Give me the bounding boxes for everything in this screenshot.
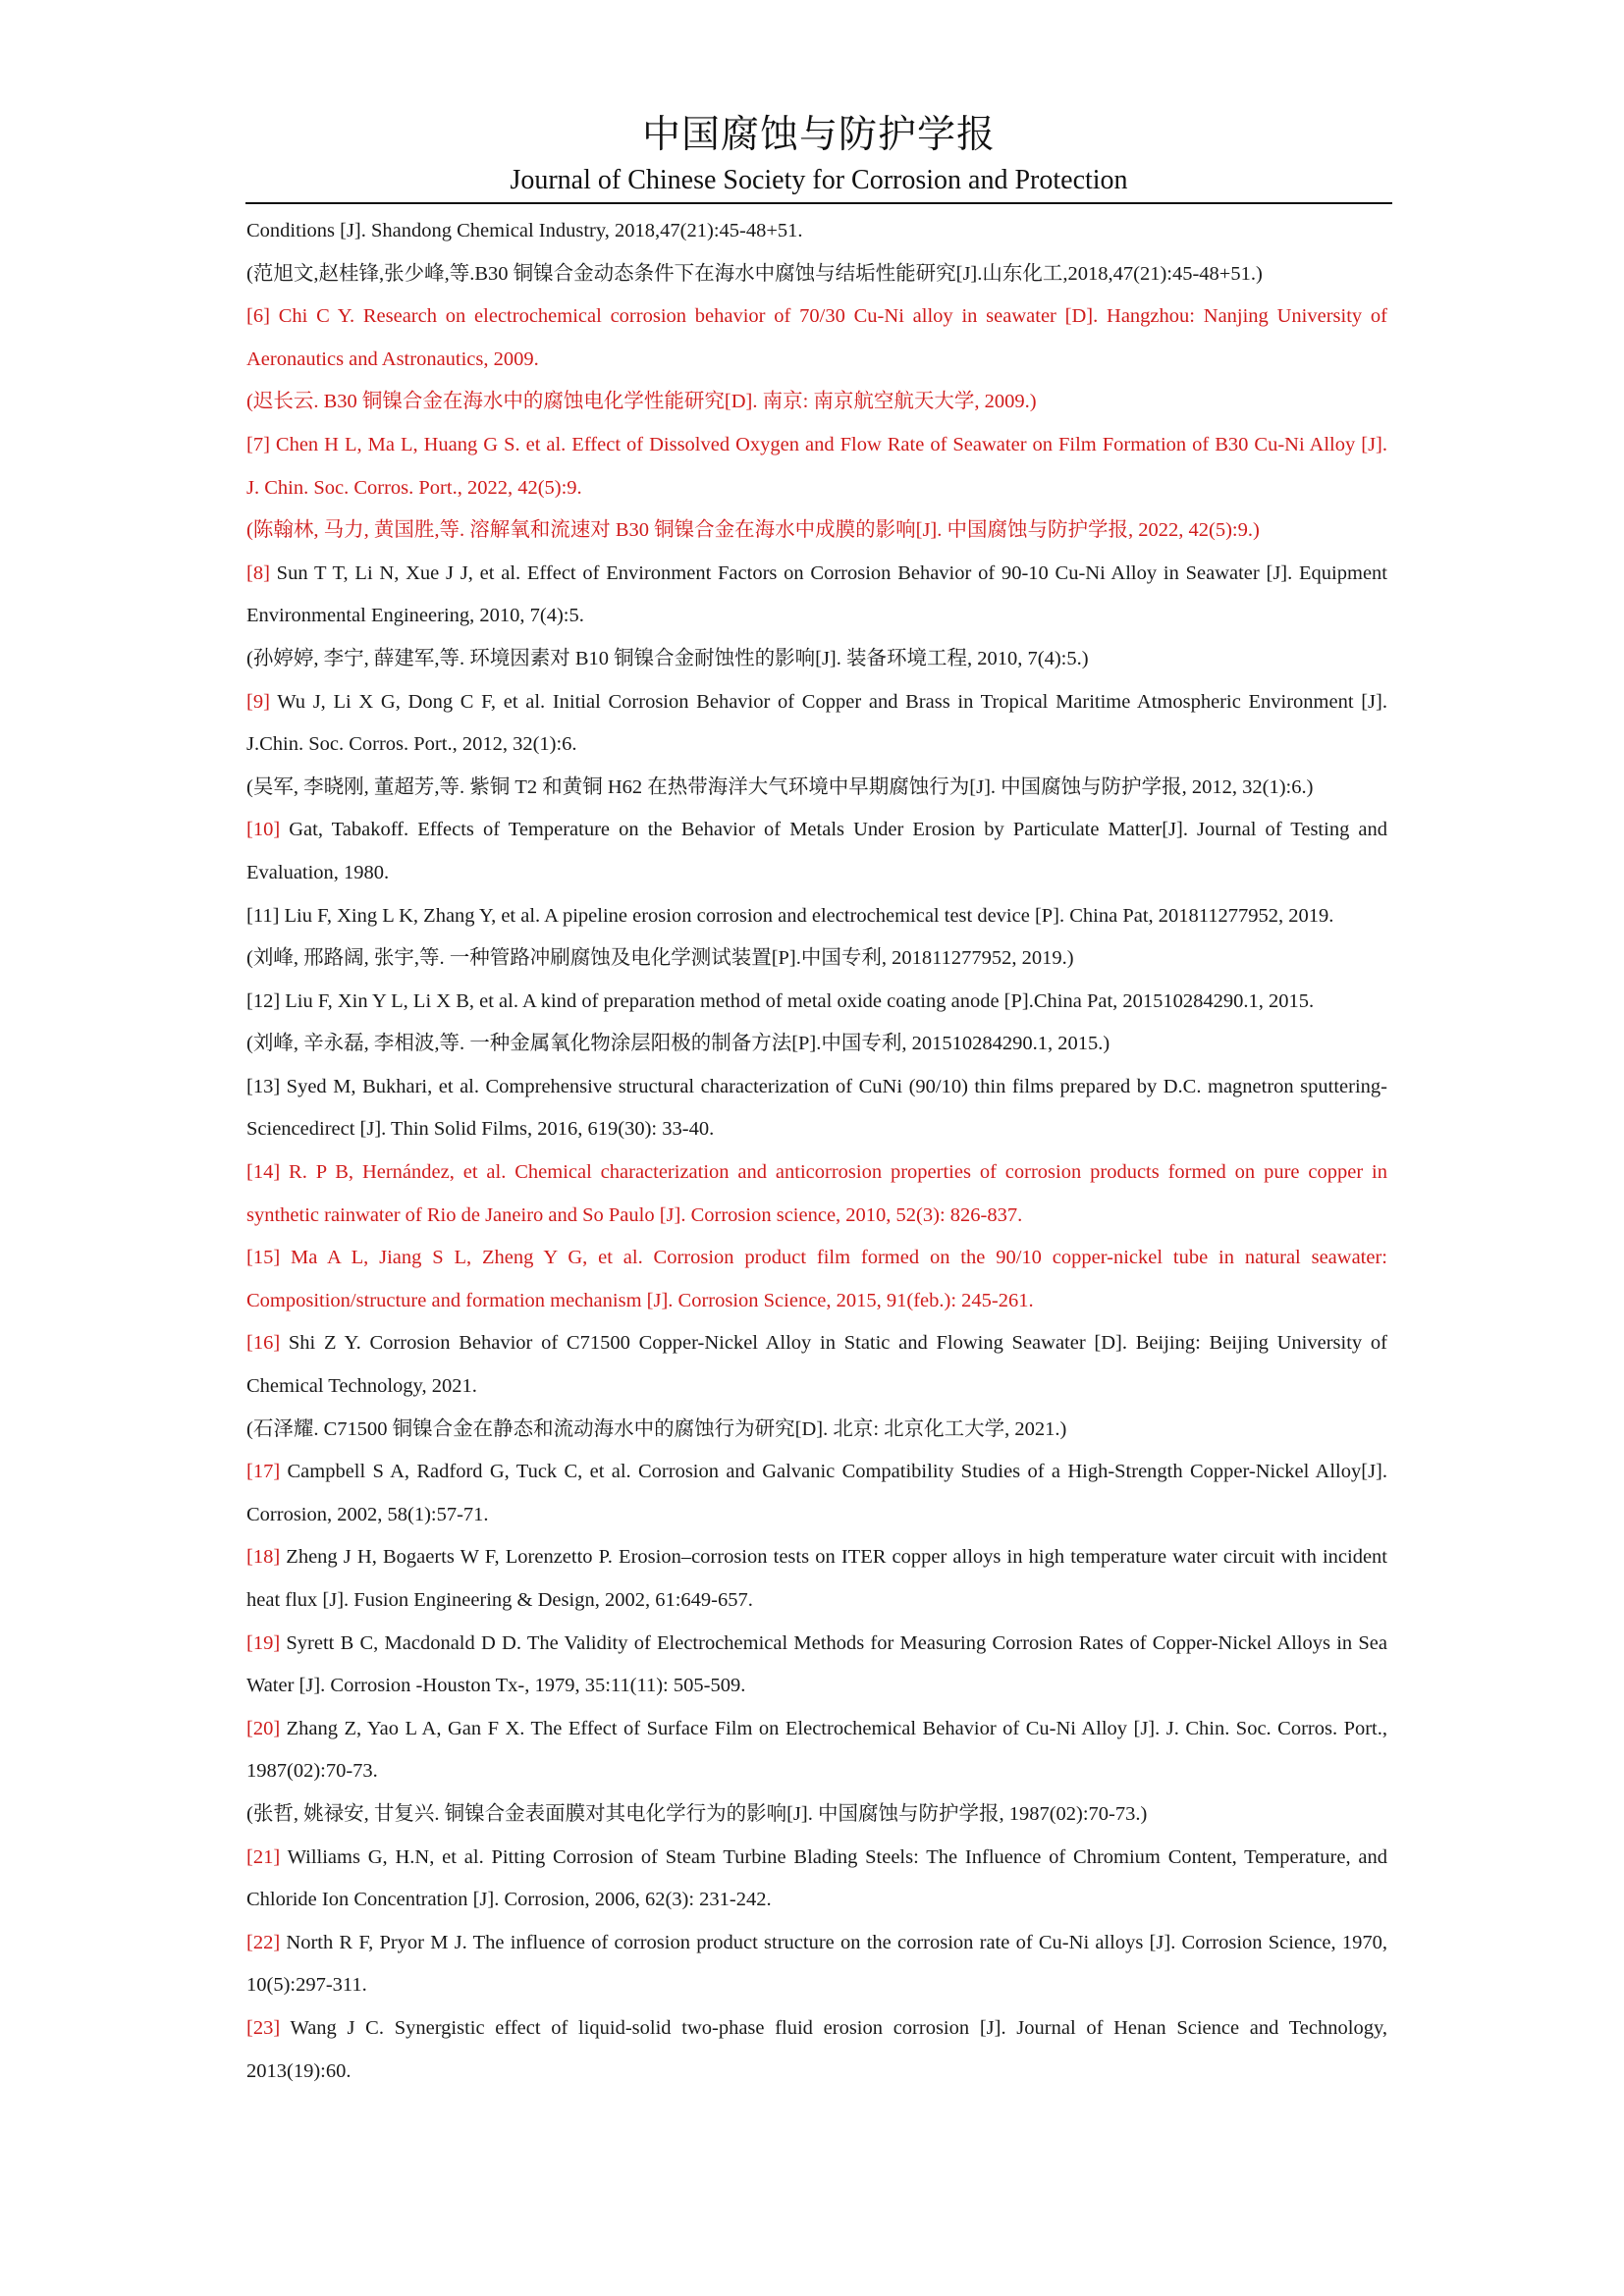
reference-line: [246, 1322, 1387, 1365]
reference-line: [246, 1536, 1387, 1579]
reference-line: [246, 809, 1387, 852]
reference-line: (迟长云. B30 铜镍合金在海水中的腐蚀电化学性能研究[D]. 南京: 南京航空航天大学, 2009.): [246, 391, 1037, 413]
reference-text: Campbell S A, Radford G, Tuck C, et al. Corrosion and Galvanic Compatibility Studies of a High-Strength Copper-Nickel Alloy[J].: [280, 1461, 1387, 1483]
reference-line: J. Chin. Soc. Corros. Port., 2022, 42(5):9.: [246, 476, 582, 499]
reference-line: Sciencedirect [J]. Thin Solid Films, 2016, 619(30): 33-40.: [246, 1118, 715, 1141]
reference-entry: [246, 2007, 1387, 2093]
reference-entry: [246, 1623, 1387, 1708]
reference-number: [9]: [246, 690, 270, 713]
reference-line: (石泽耀. C71500 铜镍合金在静态和流动海水中的腐蚀行为研究[D]. 北京: 北京化工大学, 2021.): [246, 1417, 1067, 1440]
reference-line: (吴军, 李晓刚, 董超芳,等. 紫铜 T2 和黄铜 H62 在热带海洋大气环境中早期腐蚀行为[J]. 中国腐蚀与防护学报, 2012, 32(1):6.): [246, 775, 1314, 798]
reference-entry: [246, 295, 1387, 424]
header-rule: [245, 202, 1392, 204]
reference-line: 10(5):297-311.: [246, 1974, 367, 1997]
reference-entry: [246, 895, 1387, 981]
reference-number: [19]: [246, 1631, 281, 1654]
reference-line: [6] Chi C Y. Research on electrochemical corrosion behavior of 70/30 Cu-Ni alloy in seawater [D]. Hangzhou: Nanjing University of: [246, 305, 1387, 328]
reference-line: 1987(02):70-73.: [246, 1760, 378, 1783]
reference-number: [17]: [246, 1461, 281, 1483]
reference-text: Sun T T, Li N, Xue J J, et al. Effect of Environment Factors on Corrosion Behavior of 90-10 Cu-Ni Alloy in Seawater [J]. Equipment: [269, 561, 1387, 584]
reference-text: Shi Z Y. Corrosion Behavior of C71500 Copper-Nickel Alloy in Static and Flowing Seawater [D]. Beijing: Beijing University of: [280, 1332, 1387, 1355]
reference-entry: [246, 1922, 1387, 2007]
reference-line: Conditions [J]. Shandong Chemical Industry, 2018,47(21):45-48+51.: [246, 220, 803, 241]
reference-line: [246, 1623, 1387, 1666]
reference-line: (陈翰林, 马力, 黄国胜,等. 溶解氧和流速对 B30 铜镍合金在海水中成膜的影响[J]. 中国腐蚀与防护学报, 2022, 42(5):9.): [246, 519, 1260, 542]
reference-line: Chemical Technology, 2021.: [246, 1375, 477, 1398]
reference-line: [246, 1837, 1387, 1880]
reference-line: [246, 1708, 1387, 1751]
reference-line: [7] Chen H L, Ma L, Huang G S. et al. Effect of Dissolved Oxygen and Flow Rate of Seawater on Film Formation of B30 Cu-Ni Alloy [J].: [246, 433, 1387, 455]
reference-entry: [246, 809, 1387, 894]
reference-line: (张哲, 姚禄安, 甘复兴. 铜镍合金表面膜对其电化学行为的影响[J]. 中国腐蚀与防护学报, 1987(02):70-73.): [246, 1802, 1148, 1825]
reference-line: Aeronautics and Astronautics, 2009.: [246, 347, 539, 370]
reference-number: [21]: [246, 1845, 281, 1868]
reference-text: Gat, Tabakoff. Effects of Temperature on the Behavior of Metals Under Erosion by Particulate Matter[J]. Journal of Testing and: [280, 819, 1387, 841]
reference-number: [22]: [246, 1931, 281, 1953]
reference-entry: [246, 1536, 1387, 1622]
reference-entry: [246, 1837, 1387, 1922]
reference-line: Composition/structure and formation mechanism [J]. Corrosion Science, 2015, 91(feb.): 245-261.: [246, 1289, 1034, 1311]
reference-entry: [246, 981, 1387, 1066]
reference-number: [10]: [246, 819, 281, 841]
reference-entry: [246, 1066, 1387, 1151]
reference-line: (刘峰, 邢路阔, 张宇,等. 一种管路冲刷腐蚀及电化学测试装置[P].中国专利, 201811277952, 2019.): [246, 947, 1074, 970]
reference-text: Zheng J H, Bogaerts W F, Lorenzetto P. Erosion–corrosion tests on ITER copper alloys in high temperature water circuit with incident: [280, 1546, 1387, 1569]
reference-text: Wang J C. Synergistic effect of liquid-solid two-phase fluid erosion corrosion [J]. Journal of Henan Science and Technology,: [280, 2016, 1387, 2039]
reference-line: [13] Syed M, Bukhari, et al. Comprehensive structural characterization of CuNi (90/10) thin films prepared by D.C. magnetron sputtering-: [246, 1075, 1387, 1097]
reference-line: synthetic rainwater of Rio de Janeiro and So Paulo [J]. Corrosion science, 2010, 52(3): 826-837.: [246, 1203, 1023, 1226]
reference-line: (刘峰, 辛永磊, 李相波,等. 一种金属氧化物涂层阳极的制备方法[P].中国专利, 201510284290.1, 2015.): [246, 1033, 1110, 1055]
reference-entry: [246, 1708, 1387, 1837]
reference-line: heat flux [J]. Fusion Engineering & Design, 2002, 61:649-657.: [246, 1589, 753, 1611]
reference-line: [11] Liu F, Xing L K, Zhang Y, et al. A pipeline erosion corrosion and electrochemical test device [P]. China Pat, 201811277952, 2019.: [246, 904, 1334, 927]
reference-line: Chloride Ion Concentration [J]. Corrosion, 2006, 62(3): 231-242.: [246, 1889, 772, 1911]
reference-text: Wu J, Li X G, Dong C F, et al. Initial Corrosion Behavior of Copper and Brass in Tropical Maritime Atmospheric Environment [J].: [269, 690, 1387, 713]
reference-entry: [246, 1451, 1387, 1536]
reference-number: [18]: [246, 1546, 281, 1569]
reference-line: [246, 2007, 1387, 2051]
reference-line: Evaluation, 1980.: [246, 861, 390, 883]
reference-number: [16]: [246, 1332, 281, 1355]
reference-number: [8]: [246, 561, 270, 584]
reference-line: Corrosion, 2002, 58(1):57-71.: [246, 1503, 489, 1525]
reference-line: [15] Ma A L, Jiang S L, Zheng Y G, et al. Corrosion product film formed on the 90/10 copper-nickel tube in natural seawater:: [246, 1247, 1387, 1269]
reference-line: (孙婷婷, 李宁, 薛建军,等. 环境因素对 B10 铜镍合金耐蚀性的影响[J]. 装备环境工程, 2010, 7(4):5.): [246, 647, 1089, 669]
reference-entry: [246, 424, 1387, 553]
reference-line: [12] Liu F, Xin Y L, Li X B, et al. A kind of preparation method of metal oxide coating anode [P].China Pat, 201510284290.1, 2015.: [246, 989, 1315, 1012]
reference-line: [14] R. P B, Hernández, et al. Chemical characterization and anticorrosion properties of corrosion products formed on pure copper in: [246, 1161, 1387, 1184]
reference-text: Zhang Z, Yao L A, Gan F X. The Effect of Surface Film on Electrochemical Behavior of Cu-Ni Alloy [J]. J. Chin. Soc. Corros. Port.,: [280, 1717, 1387, 1739]
reference-number: [23]: [246, 2016, 281, 2039]
reference-entry: [246, 553, 1387, 681]
reference-entry: [246, 1151, 1387, 1237]
reference-entry: [246, 210, 1387, 295]
reference-line: Environmental Engineering, 2010, 7(4):5.: [246, 605, 584, 627]
journal-header: [245, 110, 1392, 198]
reference-line: [246, 553, 1387, 596]
reference-text: North R F, Pryor M J. The influence of corrosion product structure on the corrosion rate of Cu-Ni alloys [J]. Corrosion Science, 1970,: [280, 1931, 1387, 1953]
reference-line: [246, 1451, 1387, 1494]
reference-entry: [246, 1322, 1387, 1451]
reference-line: Water [J]. Corrosion -Houston Tx-, 1979, 35:11(11): 505-509.: [246, 1675, 746, 1697]
reference-number: [20]: [246, 1717, 281, 1739]
reference-text: Syrett B C, Macdonald D D. The Validity of Electrochemical Methods for Measuring Corrosion Rates of Copper-Nickel Alloys in Sea: [280, 1631, 1387, 1654]
reference-text: Williams G, H.N, et al. Pitting Corrosion of Steam Turbine Blading Steels: The Influence of Chromium Content, Temperature, and: [280, 1845, 1387, 1868]
journal-title-en: Journal of Chinese Society for Corrosion and Protection: [510, 165, 1128, 195]
reference-entry: [246, 1237, 1387, 1322]
reference-entry: [246, 681, 1387, 810]
reference-line: [246, 1922, 1387, 1965]
reference-line: (范旭文,赵桂锋,张少峰,等.B30 铜镍合金动态条件下在海水中腐蚀与结垢性能研究[J].山东化工,2018,47(21):45-48+51.): [246, 262, 1263, 285]
reference-list: [246, 210, 1387, 2093]
reference-line: [246, 681, 1387, 724]
reference-line: J.Chin. Soc. Corros. Port., 2012, 32(1):6.: [246, 733, 577, 756]
journal-title-cn: 中国腐蚀与防护学报: [641, 113, 996, 157]
reference-line: 2013(19):60.: [246, 2059, 352, 2082]
